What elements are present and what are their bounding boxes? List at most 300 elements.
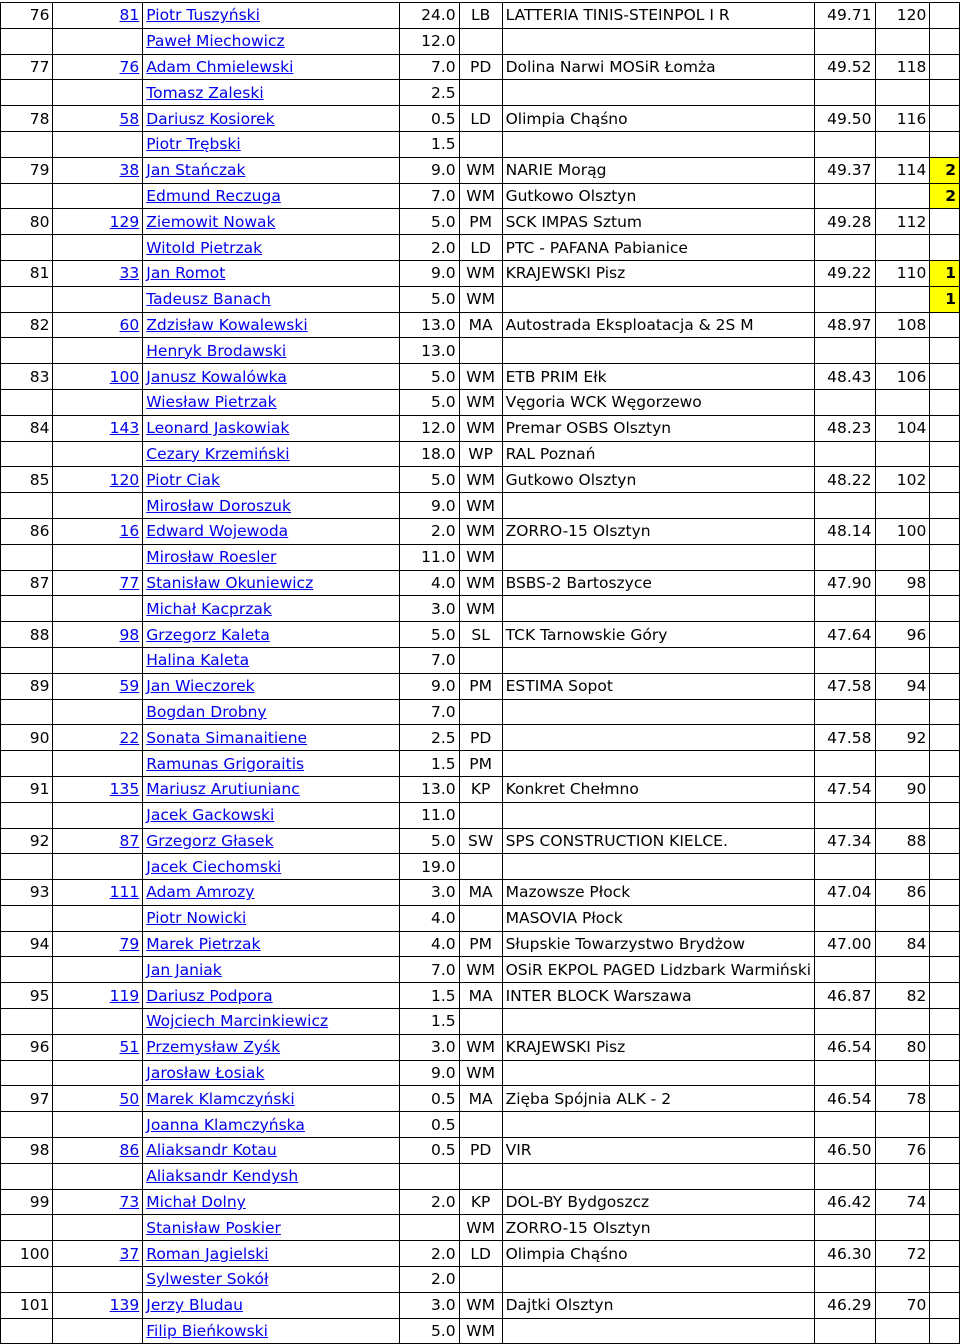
result-percent-empty bbox=[815, 1318, 875, 1344]
pair-number-cell bbox=[53, 260, 143, 286]
player-name-link[interactable]: Stanisław Okuniewicz bbox=[146, 573, 314, 592]
position: 88 bbox=[1, 622, 53, 648]
pair-number-cell bbox=[53, 467, 143, 493]
result-points-empty bbox=[875, 596, 930, 622]
result-percent-empty bbox=[815, 957, 875, 983]
player-name-link[interactable]: Marek Klamczyński bbox=[146, 1089, 295, 1108]
player-name-cell bbox=[143, 673, 400, 699]
player-name-link[interactable]: Piotr Tuszyński bbox=[146, 6, 260, 25]
partner-name-link[interactable]: Stanisław Poskier bbox=[146, 1218, 281, 1237]
result-percent-empty bbox=[815, 854, 875, 880]
player-name-link[interactable]: Janusz Kowalówka bbox=[146, 367, 287, 386]
player-name-link[interactable]: Piotr Ciak bbox=[146, 470, 221, 489]
table-row bbox=[1, 3, 960, 29]
partner-club bbox=[502, 1009, 815, 1035]
pair-number-cell bbox=[53, 415, 143, 441]
player-name-link[interactable]: Sonata Simanaitiene bbox=[146, 728, 308, 747]
pair-number-link[interactable]: 22 bbox=[119, 728, 140, 747]
partner-region: WM bbox=[459, 596, 502, 622]
result-percent: 46.29 bbox=[815, 1292, 875, 1318]
player-club: LATTERIA TINIS-STEINPOL I R bbox=[502, 3, 815, 29]
player-name-link[interactable]: Adam Amrozy bbox=[146, 883, 255, 902]
results-table bbox=[0, 2, 960, 1344]
table-row bbox=[1, 647, 960, 673]
player-rank: 5.0 bbox=[399, 622, 459, 648]
partner-name-cell bbox=[143, 544, 400, 570]
partner-name-link[interactable]: Edmund Reczuga bbox=[146, 186, 281, 205]
pair-number-link[interactable]: 87 bbox=[119, 831, 140, 850]
pair-number-link[interactable]: 33 bbox=[119, 264, 140, 283]
table-row bbox=[1, 183, 960, 209]
partner-name-link[interactable]: Mirosław Roesler bbox=[146, 548, 277, 567]
pair-number-link[interactable]: 119 bbox=[109, 986, 140, 1005]
partner-name-link[interactable]: Ramunas Grigoraitis bbox=[146, 754, 305, 773]
player-region: PD bbox=[459, 54, 502, 80]
pair-number-link[interactable]: 37 bbox=[119, 1244, 140, 1263]
player-name-link[interactable]: Grzegorz Głasek bbox=[146, 831, 274, 850]
partner-name-link[interactable]: Wiesław Pietrzak bbox=[146, 393, 277, 412]
player-rank: 7.0 bbox=[399, 54, 459, 80]
pair-number-link[interactable]: 120 bbox=[109, 470, 140, 489]
position: 87 bbox=[1, 570, 53, 596]
player-name-cell bbox=[143, 518, 400, 544]
extra-points bbox=[930, 596, 960, 622]
partner-name-cell bbox=[143, 1112, 400, 1138]
extra-points bbox=[930, 725, 960, 751]
pair-number-empty bbox=[53, 647, 143, 673]
table-row bbox=[1, 54, 960, 80]
extra-points bbox=[930, 54, 960, 80]
partner-rank: 9.0 bbox=[399, 493, 459, 519]
partner-rank: 5.0 bbox=[399, 389, 459, 415]
player-name-cell bbox=[143, 931, 400, 957]
pair-number-link[interactable]: 59 bbox=[119, 677, 140, 696]
pair-number-link[interactable]: 16 bbox=[119, 522, 140, 541]
table-row bbox=[1, 1267, 960, 1293]
player-region: MA bbox=[459, 312, 502, 338]
partner-region: WM bbox=[459, 1215, 502, 1241]
pair-number-empty bbox=[53, 183, 143, 209]
result-points-empty bbox=[875, 1163, 930, 1189]
player-region: PD bbox=[459, 725, 502, 751]
partner-rank: 1.5 bbox=[399, 751, 459, 777]
player-region: SW bbox=[459, 828, 502, 854]
player-region: WM bbox=[459, 364, 502, 390]
result-percent: 47.34 bbox=[815, 828, 875, 854]
player-name-link[interactable]: Jan Stańczak bbox=[146, 161, 246, 180]
result-points-empty bbox=[875, 1060, 930, 1086]
player-name-link[interactable]: Leonard Jaskowiak bbox=[146, 419, 290, 438]
result-percent-empty bbox=[815, 647, 875, 673]
partner-rank: 1.5 bbox=[399, 131, 459, 157]
player-name-link[interactable]: Mariusz Arutiunianc bbox=[146, 780, 300, 799]
partner-club bbox=[502, 80, 815, 106]
position: 101 bbox=[1, 1292, 53, 1318]
table-row bbox=[1, 673, 960, 699]
table-row bbox=[1, 957, 960, 983]
partner-name-link[interactable]: Cezary Krzemiński bbox=[146, 444, 290, 463]
partner-region: WM bbox=[459, 183, 502, 209]
pair-number-empty bbox=[53, 596, 143, 622]
partner-rank: 18.0 bbox=[399, 441, 459, 467]
pair-number-empty bbox=[53, 544, 143, 570]
partner-region bbox=[459, 131, 502, 157]
partner-name-link[interactable]: Aliaksandr Kendysh bbox=[146, 1167, 299, 1186]
partner-name-link[interactable]: Tadeusz Banach bbox=[146, 290, 271, 309]
player-name-link[interactable]: Zdzisław Kowalewski bbox=[146, 315, 308, 334]
table-row bbox=[1, 570, 960, 596]
table-row bbox=[1, 751, 960, 777]
player-name-link[interactable]: Dariusz Kosiorek bbox=[146, 109, 275, 128]
partner-region: WM bbox=[459, 286, 502, 312]
position: 83 bbox=[1, 364, 53, 390]
player-name-link[interactable]: Adam Chmielewski bbox=[146, 57, 294, 76]
player-name-link[interactable]: Przemysław Zyśk bbox=[146, 1038, 281, 1057]
table-row bbox=[1, 880, 960, 906]
partner-name-cell bbox=[143, 699, 400, 725]
player-region: PM bbox=[459, 209, 502, 235]
table-row bbox=[1, 802, 960, 828]
table-row bbox=[1, 983, 960, 1009]
result-percent: 47.00 bbox=[815, 931, 875, 957]
pair-number-cell bbox=[53, 725, 143, 751]
result-percent-empty bbox=[815, 699, 875, 725]
position: 95 bbox=[1, 983, 53, 1009]
player-name-cell bbox=[143, 157, 400, 183]
player-name-link[interactable]: Grzegorz Kaleta bbox=[146, 625, 270, 644]
partner-name-link[interactable]: Bogdan Drobny bbox=[146, 702, 267, 721]
position-empty bbox=[1, 235, 53, 261]
pair-number-link[interactable]: 143 bbox=[109, 419, 140, 438]
partner-name-link[interactable]: Tomasz Zaleski bbox=[146, 83, 264, 102]
pair-number-link[interactable]: 38 bbox=[119, 161, 140, 180]
table-row bbox=[1, 596, 960, 622]
partner-rank: 5.0 bbox=[399, 1318, 459, 1344]
partner-region bbox=[459, 802, 502, 828]
player-name-link[interactable]: Marek Pietrzak bbox=[146, 935, 261, 954]
extra-points bbox=[930, 1189, 960, 1215]
player-name-cell bbox=[143, 776, 400, 802]
partner-name-cell bbox=[143, 905, 400, 931]
result-percent-empty bbox=[815, 493, 875, 519]
partner-rank: 3.0 bbox=[399, 596, 459, 622]
result-points: 86 bbox=[875, 880, 930, 906]
partner-name-cell bbox=[143, 1267, 400, 1293]
result-percent: 49.22 bbox=[815, 260, 875, 286]
extra-points bbox=[930, 28, 960, 54]
pair-number-cell bbox=[53, 622, 143, 648]
player-name-link[interactable]: Michał Dolny bbox=[146, 1193, 246, 1212]
extra-points bbox=[930, 854, 960, 880]
table-row bbox=[1, 1112, 960, 1138]
result-points-empty bbox=[875, 441, 930, 467]
extra-points bbox=[930, 673, 960, 699]
partner-club bbox=[502, 751, 815, 777]
player-club: Premar OSBS Olsztyn bbox=[502, 415, 815, 441]
position: 94 bbox=[1, 931, 53, 957]
partner-club bbox=[502, 854, 815, 880]
partner-region: WM bbox=[459, 389, 502, 415]
result-points-empty bbox=[875, 1009, 930, 1035]
result-percent-empty bbox=[815, 751, 875, 777]
player-rank: 5.0 bbox=[399, 209, 459, 235]
player-name-link[interactable]: Jan Romot bbox=[146, 264, 226, 283]
pair-number-empty bbox=[53, 802, 143, 828]
partner-rank: 2.5 bbox=[399, 80, 459, 106]
player-name-link[interactable]: Edward Wojewoda bbox=[146, 522, 289, 541]
table-row bbox=[1, 854, 960, 880]
pair-number-empty bbox=[53, 1318, 143, 1344]
player-club: Olimpia Chąśno bbox=[502, 1241, 815, 1267]
partner-rank: 7.0 bbox=[399, 183, 459, 209]
partner-name-link[interactable]: Jan Janiak bbox=[146, 960, 222, 979]
player-name-link[interactable]: Ziemowit Nowak bbox=[146, 212, 276, 231]
player-rank: 3.0 bbox=[399, 1034, 459, 1060]
table-row bbox=[1, 1189, 960, 1215]
partner-name-link[interactable]: Piotr Trębski bbox=[146, 135, 241, 154]
player-name-link[interactable]: Jan Wieczorek bbox=[146, 677, 255, 696]
partner-name-cell bbox=[143, 854, 400, 880]
position-empty bbox=[1, 1215, 53, 1241]
table-row bbox=[1, 1086, 960, 1112]
player-region: PM bbox=[459, 673, 502, 699]
result-percent-empty bbox=[815, 1163, 875, 1189]
result-points-empty bbox=[875, 338, 930, 364]
player-club: Dajtki Olsztyn bbox=[502, 1292, 815, 1318]
partner-region: WM bbox=[459, 957, 502, 983]
position: 80 bbox=[1, 209, 53, 235]
table-row bbox=[1, 28, 960, 54]
table-row bbox=[1, 1241, 960, 1267]
pair-number-link[interactable]: 60 bbox=[119, 315, 140, 334]
partner-name-cell bbox=[143, 286, 400, 312]
position: 99 bbox=[1, 1189, 53, 1215]
result-points: 108 bbox=[875, 312, 930, 338]
pair-number-empty bbox=[53, 854, 143, 880]
result-percent: 48.43 bbox=[815, 364, 875, 390]
partner-name-link[interactable]: Joanna Klamczyńska bbox=[146, 1115, 305, 1134]
result-points-empty bbox=[875, 389, 930, 415]
pair-number-cell bbox=[53, 1034, 143, 1060]
position-empty bbox=[1, 338, 53, 364]
partner-name-link[interactable]: Witold Pietrzak bbox=[146, 238, 263, 257]
extra-points bbox=[930, 647, 960, 673]
extra-points bbox=[930, 544, 960, 570]
partner-region bbox=[459, 854, 502, 880]
table-row bbox=[1, 312, 960, 338]
extra-points bbox=[930, 1241, 960, 1267]
partner-rank: 4.0 bbox=[399, 905, 459, 931]
partner-name-link[interactable]: Jacek Ciechomski bbox=[146, 857, 282, 876]
position: 89 bbox=[1, 673, 53, 699]
player-club: Olimpia Chąśno bbox=[502, 106, 815, 132]
player-club: INTER BLOCK Warszawa bbox=[502, 983, 815, 1009]
player-name-cell bbox=[143, 880, 400, 906]
result-points-empty bbox=[875, 28, 930, 54]
partner-rank: 7.0 bbox=[399, 647, 459, 673]
partner-name-link[interactable]: Halina Kaleta bbox=[146, 651, 250, 670]
pair-number-link[interactable]: 51 bbox=[119, 1038, 140, 1057]
position-empty bbox=[1, 1318, 53, 1344]
partner-club: Gutkowo Olsztyn bbox=[502, 183, 815, 209]
pair-number-link[interactable]: 73 bbox=[119, 1193, 140, 1212]
extra-points bbox=[930, 441, 960, 467]
player-name-link[interactable]: Dariusz Podpora bbox=[146, 986, 273, 1005]
table-row bbox=[1, 1163, 960, 1189]
position: 77 bbox=[1, 54, 53, 80]
player-name-link[interactable]: Aliaksandr Kotau bbox=[146, 1141, 277, 1160]
table-row bbox=[1, 828, 960, 854]
pair-number-link[interactable]: 111 bbox=[109, 883, 140, 902]
table-row bbox=[1, 493, 960, 519]
extra-points bbox=[930, 467, 960, 493]
partner-club bbox=[502, 699, 815, 725]
position-empty bbox=[1, 957, 53, 983]
result-percent-empty bbox=[815, 131, 875, 157]
partner-rank: 7.0 bbox=[399, 699, 459, 725]
pair-number-cell bbox=[53, 828, 143, 854]
partner-rank: 2.0 bbox=[399, 1267, 459, 1293]
pair-number-cell bbox=[53, 880, 143, 906]
partner-name-link[interactable]: Henryk Brodawski bbox=[146, 341, 287, 360]
result-points-empty bbox=[875, 544, 930, 570]
partner-region bbox=[459, 699, 502, 725]
result-points-empty bbox=[875, 854, 930, 880]
table-row bbox=[1, 1292, 960, 1318]
pair-number-empty bbox=[53, 1267, 143, 1293]
position: 92 bbox=[1, 828, 53, 854]
pair-number-empty bbox=[53, 1112, 143, 1138]
result-percent: 46.87 bbox=[815, 983, 875, 1009]
table-row bbox=[1, 80, 960, 106]
pair-number-link[interactable]: 50 bbox=[119, 1089, 140, 1108]
player-name-cell bbox=[143, 106, 400, 132]
table-row bbox=[1, 1034, 960, 1060]
result-percent: 47.54 bbox=[815, 776, 875, 802]
pair-number-link[interactable]: 76 bbox=[119, 57, 140, 76]
result-percent: 48.97 bbox=[815, 312, 875, 338]
player-region: LD bbox=[459, 1241, 502, 1267]
partner-rank: 19.0 bbox=[399, 854, 459, 880]
partner-name-cell bbox=[143, 1318, 400, 1344]
position-empty bbox=[1, 647, 53, 673]
result-points: 84 bbox=[875, 931, 930, 957]
pair-number-link[interactable]: 135 bbox=[109, 780, 140, 799]
player-name-link[interactable]: Roman Jagielski bbox=[146, 1244, 269, 1263]
pair-number-link[interactable]: 58 bbox=[119, 109, 140, 128]
extra-points bbox=[930, 699, 960, 725]
partner-name-cell bbox=[143, 1009, 400, 1035]
partner-name-link[interactable]: Jarosław Łosiak bbox=[146, 1064, 265, 1083]
pair-number-cell bbox=[53, 157, 143, 183]
position-empty bbox=[1, 905, 53, 931]
result-percent: 46.54 bbox=[815, 1034, 875, 1060]
player-rank: 0.5 bbox=[399, 1138, 459, 1164]
extra-points bbox=[930, 1215, 960, 1241]
partner-club bbox=[502, 28, 815, 54]
partner-name-link[interactable]: Jacek Gackowski bbox=[146, 806, 275, 825]
pair-number-link[interactable]: 81 bbox=[119, 6, 140, 25]
extra-points bbox=[930, 312, 960, 338]
partner-name-link[interactable]: Paweł Miechowicz bbox=[146, 32, 285, 51]
player-rank: 3.0 bbox=[399, 880, 459, 906]
result-points-empty bbox=[875, 905, 930, 931]
result-points-empty bbox=[875, 957, 930, 983]
partner-name-link[interactable]: Piotr Nowicki bbox=[146, 909, 247, 928]
position: 76 bbox=[1, 3, 53, 29]
player-region: KP bbox=[459, 776, 502, 802]
player-rank: 2.0 bbox=[399, 1189, 459, 1215]
pair-number-link[interactable]: 129 bbox=[109, 212, 140, 231]
partner-club bbox=[502, 493, 815, 519]
player-name-link[interactable]: Jerzy Bludau bbox=[146, 1296, 243, 1315]
pair-number-empty bbox=[53, 441, 143, 467]
player-name-cell bbox=[143, 622, 400, 648]
extra-points bbox=[930, 1138, 960, 1164]
player-club: SCK IMPAS Sztum bbox=[502, 209, 815, 235]
extra-points bbox=[930, 493, 960, 519]
table-row bbox=[1, 905, 960, 931]
partner-rank bbox=[399, 1163, 459, 1189]
result-points-empty bbox=[875, 131, 930, 157]
result-points: 98 bbox=[875, 570, 930, 596]
pair-number-cell bbox=[53, 570, 143, 596]
partner-name-link[interactable]: Michał Kacprzak bbox=[146, 599, 272, 618]
result-percent-empty bbox=[815, 441, 875, 467]
extra-points bbox=[930, 209, 960, 235]
result-percent: 48.22 bbox=[815, 467, 875, 493]
pair-number-link[interactable]: 79 bbox=[119, 935, 140, 954]
partner-name-link[interactable]: Mirosław Doroszuk bbox=[146, 496, 291, 515]
result-percent: 46.42 bbox=[815, 1189, 875, 1215]
extra-points bbox=[930, 131, 960, 157]
position-empty bbox=[1, 493, 53, 519]
player-club: SPS CONSTRUCTION KIELCE. bbox=[502, 828, 815, 854]
player-name-cell bbox=[143, 3, 400, 29]
pair-number-empty bbox=[53, 1163, 143, 1189]
partner-name-cell bbox=[143, 80, 400, 106]
pair-number-link[interactable]: 100 bbox=[109, 367, 140, 386]
pair-number-link[interactable]: 98 bbox=[119, 625, 140, 644]
partner-region: WM bbox=[459, 1060, 502, 1086]
result-points: 94 bbox=[875, 673, 930, 699]
player-rank: 4.0 bbox=[399, 570, 459, 596]
pair-number-link[interactable]: 77 bbox=[119, 573, 140, 592]
pair-number-empty bbox=[53, 493, 143, 519]
pair-number-cell bbox=[53, 3, 143, 29]
table-row bbox=[1, 209, 960, 235]
pair-number-link[interactable]: 86 bbox=[119, 1141, 140, 1160]
pair-number-empty bbox=[53, 957, 143, 983]
result-percent-empty bbox=[815, 1009, 875, 1035]
result-points: 112 bbox=[875, 209, 930, 235]
pair-number-link[interactable]: 139 bbox=[109, 1296, 140, 1315]
partner-name-link[interactable]: Wojciech Marcinkiewicz bbox=[146, 1012, 329, 1031]
position: 81 bbox=[1, 260, 53, 286]
player-region: WM bbox=[459, 570, 502, 596]
extra-points bbox=[930, 983, 960, 1009]
player-club: DOL-BY Bydgoszcz bbox=[502, 1189, 815, 1215]
table-row bbox=[1, 1138, 960, 1164]
table-row bbox=[1, 699, 960, 725]
table-row bbox=[1, 1009, 960, 1035]
partner-name-link[interactable]: Sylwester Sokół bbox=[146, 1270, 269, 1289]
result-points-empty bbox=[875, 699, 930, 725]
pair-number-empty bbox=[53, 286, 143, 312]
partner-club bbox=[502, 131, 815, 157]
partner-name-link[interactable]: Filip Bieńkowski bbox=[146, 1322, 268, 1341]
partner-club bbox=[502, 802, 815, 828]
